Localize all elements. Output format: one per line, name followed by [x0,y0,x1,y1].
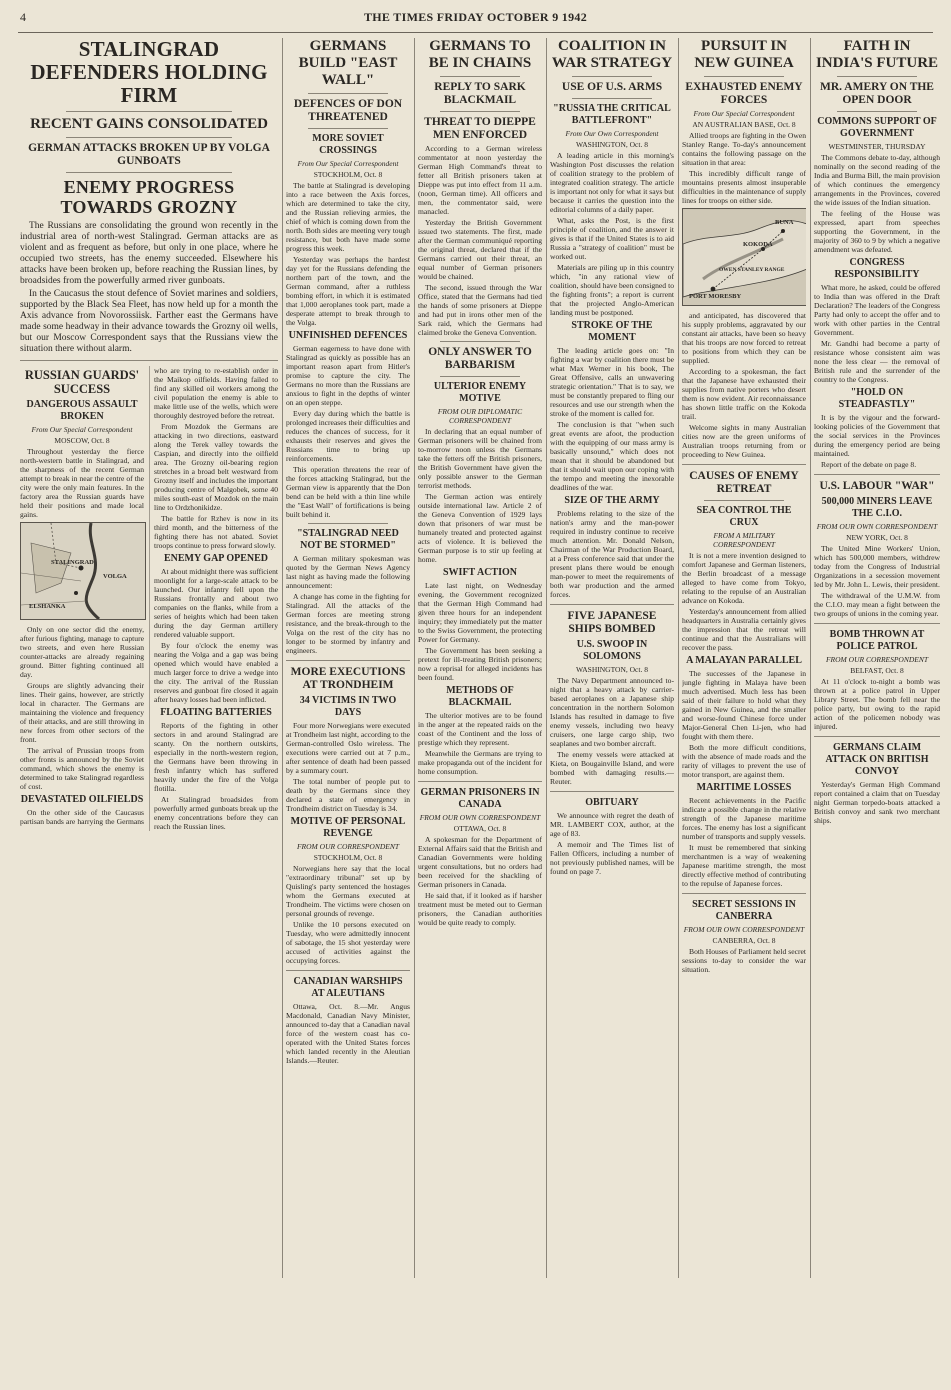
paragraph: Mr. Gandhi had become a party of resistance whose consistent aim was none the less clear — the removal of British rule and the surrender of the country to the Congress. [814,339,940,384]
paragraph: What, asks the Post, is the first principle of coalition, and the answer it gives is that if the United States is to aid Russia a "strategy of coalition" must be worked out. [550,216,674,261]
section-subheadline: FLOATING BATTERIES [160,707,272,718]
article-body [20,447,144,519]
paragraph: It must be remembered that sinking merchantmen is a way of weakening Japanese maritime strength, the most directly effective method of contributing to the repulse of Japanese forces. [682,843,806,888]
separator [418,781,542,782]
paragraph: The feeling of the House was expressed, apart from speeches supporting the Government, in the majority of 360 to 9 by which a negative amendment was defeated. [814,209,940,254]
dateline: STOCKHOLM, Oct. 8 [313,853,383,862]
article-headline: SECRET SESSIONS IN CANBERRA [692,899,796,922]
lead-paragraph: The Russians are consolidating the ground won recently in the industrial area of north-west Stalingrad. German attacks are as violent and as frequent as before, but only in one place, where he occupied two streets, has the enemy succeeded. Elsewhere his attacks have been broken up, before reaching the Russian lines, by broadsides from the powerfully armed river gunboats. [20,221,278,286]
byline: FROM OUR CORRESPONDENT [296,842,400,851]
paragraph: Yesterday's German High Command report contained a claim that on Tuesday night German torpedo-boats attacked a British convoy and sank two merchant ships. [814,780,940,825]
article-subheadline: EXHAUSTED ENEMY FORCES [685,81,803,106]
article-subheadline: USE OF U.S. ARMS [561,81,663,93]
paragraph: Both Houses of Parliament held secret sessions to-day to consider the war situation. [682,947,806,974]
dateline: CANBERRA, Oct. 8 [712,936,776,945]
article-headline: ONLY ANSWER TO BARBARISM [428,346,532,371]
article-body [682,131,806,205]
article-headline: MORE EXECUTIONS AT TRONDHEIM [290,666,406,691]
dateline: OTTAWA, Oct. 8 [453,824,507,833]
separator [704,500,783,501]
paragraph: The arrival of Prussian troops from other fronts is announced by the Soviet command, which shows the enemy is determined to take Stalingrad regardless of cost. [20,746,144,791]
dateline: NEW YORK, Oct. 8 [846,533,908,542]
section-subheadline: UNFINISHED DEFENCES [288,330,408,341]
article-headline: GERMANS TO BE IN CHAINS [428,38,532,71]
article-body [814,283,940,384]
paragraph: The Navy Department announced to-night that a heavy attack by carrier-based aeroplanes on a Japanese ship concentration in the northern Solomon Islands has resulted in damage to five enemy vessels, including two heavy cruisers, one large cargo ship, two seaplanes and two bomber aircraft. [550,676,674,748]
section-subheadline: SEA CONTROL THE CRUX [696,505,792,528]
article-body [286,181,410,327]
article-body [814,413,940,469]
column-rule [546,38,547,1278]
dateline: AN AUSTRALIAN BASE, Oct. 8 [692,120,796,129]
section-subheadline: METHODS OF BLACKMAIL [446,685,514,708]
article-body [682,551,806,652]
byline: From Our Special Correspondent [693,109,795,118]
article-body [682,947,806,974]
new-guinea-map [682,208,806,306]
article-body [814,780,940,825]
byline: FROM OUR OWN CORRESPONDENT [419,813,541,822]
article-body [286,721,410,813]
paragraph: At about midnight there was sufficient moonlight for a large-scale attack to be launched. Our infantry fell upon the Russians frontally and about two companies on the flanks, while from a series of heights which had been taken during the day German artillery rendered valuable support. [154,567,278,639]
paragraph: The leading article goes on: "In fighting a war by coalition there must be what Max Werner in his book, The Great Offensive, calls an unwavering strategic orientation." That is to say, we must be constantly prepared to fling our resources and use our strength when the stroke of the moment is called for. [550,346,674,418]
article-body [550,346,674,492]
article-headline: GERMANS BUILD "EAST WALL" [298,38,398,88]
paragraph: On the other side of the Caucasus partisan bands are harrying the Germans who are trying to re-establish order in the Maikop oilfields. Having failed to find any skilled oil workers among the civil population the enemy is able to make little use of the wells, which were thoroughly destroyed before the retreat. [20,366,278,826]
article-body [550,811,674,876]
section-subheadline: SWIFT ACTION [442,567,517,578]
dateline: WESTMINSTER, THURSDAY [828,142,926,151]
paragraph: At Stalingrad broadsides from powerfully armed gunboats break up the enemy concentrations before they can reach the Russian lines. [154,795,278,831]
paragraph: A change has come in the fighting for Stalingrad. All the attacks of the German forces are meeting strong resistance, and the break-through to the Volga on the rest of the city has no longer to be stormed by infantry and engineers. [286,592,410,655]
article-body [814,153,940,254]
section-subheadline: DEVASTATED OILFIELDS [20,794,144,805]
separator [286,660,410,661]
map-label: BUNA [775,219,794,226]
column-india [814,36,940,1282]
paragraph: Ottawa, Oct. 8.—Mr. Angus Macdonald, Canadian Navy Minister, announced to-day that a Canadian naval force of the western coast has co-operated with the United States forces which landed recently in the Aleutian Islands.—Reuter. [286,1002,410,1065]
separator [308,523,387,524]
column-new-guinea [682,36,806,1282]
article-body [286,864,410,965]
separator [20,360,278,361]
paragraph: This operation threatens the rear of the forces attacking Stalingrad, but the German view is apparently that the Don bend can be held with a thin line while the "East Wall" of fortifications is being built behind it. [286,465,410,519]
dateline: BELFAST, Oct. 8 [850,666,904,675]
masthead-title: THE TIMES FRIDAY OCTOBER 9 1942 [363,10,587,24]
paragraph: The total number of people put to death by the Germans since they declared a state of emergency in Trondheim district on Tuesday is 34. [286,777,410,813]
map-label: STALINGRAD [51,559,94,566]
article-body [286,554,410,655]
section-subheadline: MARITIME LOSSES [696,782,792,793]
lead-deck-grozny: ENEMY PROGRESS TOWARDS GROZNY [60,177,238,217]
section-subheadline: ULTERIOR ENEMY MOTIVE [433,381,527,404]
article-body [20,625,144,791]
section-subheadline: MOTIVE OF PERSONAL REVENGE [290,816,406,839]
section-subheadline: MORE SOVIET CROSSINGS [312,133,384,156]
map-label: ELSHANKA [29,603,66,610]
dateline: MOSCOW, Oct. 8 [54,436,110,445]
map-label: PORT MORESBY [689,293,742,300]
paragraph: Welcome sights in many Australian cities now are the green uniforms of Australian troops returning from or proceeding to New Guinea. [682,423,806,459]
dateline: WASHINGTON, Oct. 8 [576,665,648,674]
separator [550,791,674,792]
paragraph: The battle at Stalingrad is developing into a race between the Axis forces, which are determined to take the city, and the Russian relieving armies, the chief of which is coming down from the north. Both sides are meeting very tough resistance, but both have made some progress this week. [286,181,410,253]
article-subheadline: MR. AMERY ON THE OPEN DOOR [820,81,934,106]
paragraph: The successes of the Japanese in jungle fighting in Malaya have been much advertised. Much less has been said of their failure to hold what they gained in New Guinea, and the smaller and worse-found Chinese force under Major-General Chen Li-jen, who had fought with them there. [682,669,806,741]
paragraph: We announce with regret the death of MR. LAMBERT COX, author, at the age of 83. [550,811,674,838]
separator [814,736,940,737]
section-subheadline: "STALINGRAD NEED NOT BE STORMED" [297,528,399,551]
article-body [418,835,542,927]
paragraph: Yesterday's announcement from allied headquarters in Australia certainly gives the impression that the retreat will continue and that the Australians will recover the pass. [682,607,806,652]
paragraph: It is not a mere invention designed to comfort Japanese and German listeners, the Berlin broadcast of a message alleged to have come from Tokyo, relating to the repulse of an Australian advance on Kokoda. [682,551,806,605]
separator [66,137,231,138]
paragraph: Both the more difficult conditions, with the absence of made roads and the rarity of villages to prevent the use of motor transport, are against them. [682,743,806,779]
paragraph: A spokesman for the Department of External Affairs said that the British and Canadian Governments were holding urgent consultations, but no orders had been received for the shackling of German prisoners in Canada. [418,835,542,889]
paragraph: The battle for Rzhev is now in its third month, and the bitterness of the fighting there has not abated. Soviet troops continue to press forward slowly. [154,514,278,550]
paragraph: Yesterday the British Government issued two statements. The first, made after the German communiqué reporting the original threat, declared that if the Germans carried out their threat, an equal number of German prisoners would be chained. [418,218,542,281]
paragraph: The second, issued through the War Office, stated that the Germans had tied the hands of some prisoners at Dieppe and had put in irons other men of the Sark raid, which the Germans had claimed broke the Geneva Convention. [418,283,542,337]
paragraph: The German action was entirely outside international law. Article 2 of the Geneva Convention of 1929 lays down that prisoners of war must be humanely treated and protected against acts of violence. It is believed the German purpose is to stir up feeling at home. [418,492,542,564]
section-headline: RUSSIAN GUARDS' SUCCESS [24,368,140,396]
map-label: KOKODA [743,241,773,248]
paragraph: What more, he asked, could be offered to India than was offered in the Draft Declaration? The leaders of the Congress Party had only to accept the offer and to work with other parties in the Central Government. [814,283,940,337]
page-number: 4 [20,10,26,24]
paragraph: Only on one sector did the enemy, after furious fighting, manage to capture two streets, and even here Russian counter-attacks are already regaining ground. Bitter fighting continued all day. [20,625,144,679]
byline: From Our Special Correspondent [297,159,399,168]
paragraph: Every day during which the battle is prolonged increases their difficulties and reduces the chances of success, for it exhausts their reserves and gives the Russians time to bring up reinforcements. [286,409,410,463]
lead-headline: STALINGRAD DEFENDERS HOLDING FIRM [30,37,268,107]
article-headline: CAUSES OF ENEMY RETREAT [689,470,799,495]
section-subheadline: U.S. SWOOP IN SOLOMONS [576,639,648,662]
paragraph: In declaring that an equal number of German prisoners will be chained from to-morrow noon unless the Germans take the fetters off the British prisoners, the British Government have given the only possible answer to the German terrorist methods. [418,427,542,490]
column-stalingrad [20,36,278,1282]
separator [66,172,231,173]
article-body [418,144,542,337]
article-body [286,344,410,519]
section-subheadline: CONGRESS RESPONSIBILITY [834,257,920,280]
article-body [682,796,806,888]
paragraph: Allied troops are fighting in the Owen Stanley Range. To-day's announcement contains the following passage on the situation in that area: [682,131,806,167]
separator [572,98,651,99]
column-rule [414,38,415,1278]
article-headline: COALITION IN WAR STRATEGY [551,38,673,71]
separator [440,111,519,112]
separator [704,76,783,77]
paragraph: German eagerness to have done with Stalingrad as quickly as possible has an important reason apart from Hitler's promise to capture the city. The Germans no more than the Russians are anxious to fight in the depths of winter on an open steppe. [286,344,410,407]
paragraph: According to a spokesman, the fact that the Japanese have exhausted their supplies from native porters who desert them is now evident. Air reconnaissance has shown little traffic on the Kokoda trail. [682,367,806,421]
paragraph: Yesterday was perhaps the hardest day yet for the Russians defending the northern part of the town, and the German command, after a ruthless bombing effort, in which it is estimated that 1,000 aeroplanes took part, made a desperate attempt to break through to the Volga. [286,255,410,327]
byline: FROM OUR OWN CORRESPONDENT [816,522,938,531]
section-subheadline: A MALAYAN PARALLEL [686,655,802,666]
article-headline: FAITH IN INDIA'S FUTURE [815,38,939,71]
paragraph: He said that, if it looked as if harsher treatment must be meted out to German prisoners, the Canadian authorities would be quite ready to comply. [418,891,542,927]
paragraph: Throughout yesterday the fierce north-western battle in Stalingrad, and the sharpness of the recent German attempt to break in near the centre of the city were the only main features. In the factory area the Russian guards have held their positions and made local gains. [20,447,144,519]
byline: FROM OUR DIPLOMATIC CORRESPONDENT [437,407,523,425]
map-label: OWEN STANLEY RANGE [719,267,785,273]
separator [814,474,940,475]
article-body [550,509,674,599]
paragraph: The United Mine Workers' Union, which has 500,000 members, withdrew today from the Congress of Industrial Organizations in a secession movement led by Mr. John L. Lewis, their president. [814,544,940,589]
paragraph: By four o'clock the enemy was nearing the Volga and a gap was being opened which would have enabled a much larger force to drive a wedge into the city. The arrival of the Russian reserves and gunboat fire closed it again after heavy losses had been inflicted. [154,641,278,704]
separator [682,893,806,894]
lead-deck: GERMAN ATTACKS BROKEN UP BY VOLGA GUNBOATS [28,142,270,167]
paragraph: A leading article in this morning's Washington Post discusses the relation of coalition strategy to the problem of integrated coalition strategy. The article is important not only for what it says but because it carries the question into the editorial columns of a daily paper. [550,151,674,214]
article-body [418,711,542,776]
article-headline: GERMANS CLAIM ATTACK ON BRITISH CONVOY [825,742,929,777]
article-body [814,544,940,618]
lead-continuation-columns [20,366,278,831]
paragraph: and anticipated, has discovered that his supply problems, aggravated by our constant air attacks, have been so heavy that his troops are now forced to retreat to positions from which they can be supplied. [682,311,806,365]
separator [837,76,918,77]
paragraph: A memoir and The Times list of Fallen Officers, including a number of not previously published names, will be found on page 7. [550,840,674,876]
article-subheadline: REPLY TO SARK BLACKMAIL [434,81,526,106]
paragraph: Recent achievements in the Pacific indicate a possible change in the relative strength of the Japanese maritime forces. The enemy has lost a significant number of transports and supply vessels. [682,796,806,841]
article-headline: CANADIAN WARSHIPS AT ALEUTIANS [293,976,403,999]
paragraph: The Commons debate to-day, although nominally on the second reading of the India and Burma Bill, the main provision of which continues the emergency arrangements in the Provinces, covered the wide issues of the Indian situation. [814,153,940,207]
section-subheadline: SIZE OF THE ARMY [564,495,660,506]
byline: FROM OUR CORRESPONDENT [825,655,929,664]
paragraph: Meanwhile the Germans are trying to make propaganda out of the incident for home consumption. [418,749,542,776]
paragraph: Late last night, on Wednesday evening, the Government recognized that the German High Command had given three hours for an independent inquiry; they immediately put the matter to the Swiss Government, the protecting Power for Germany. [418,581,542,644]
paragraph: The ulterior motives are to be found in the anger at the repeated raids on the coast of the Continent and the loss of prestige which they represent. [418,711,542,747]
section-subheadline: 500,000 MINERS LEAVE THE C.I.O. [821,496,933,519]
article-headline: GERMAN PRISONERS IN CANADA [420,787,540,810]
dateline: WASHINGTON, Oct. 8 [576,140,648,149]
map-label: VOLGA [103,573,127,580]
paragraph: Four more Norwegians were executed at Trondheim last night, according to the German-controlled Oslo wireless. The executions were carried out at 7 p.m., after sentence of death had been passed by a summary court. [286,721,410,775]
separator [814,623,940,624]
separator [308,93,387,94]
article-headline: BOMB THROWN AT POLICE PATROL [829,629,925,652]
separator [440,76,519,77]
paragraph: Materials are piling up in this country which, "in any rational view of coalition, should have been consigned to the fighting fronts"; a report is current that the projected Anglo-American landing must be postponed. [550,263,674,317]
article-headline: OBITUARY [585,797,639,808]
article-body [286,1002,410,1065]
byline: From Our Own Correspondent [565,129,659,138]
separator [286,970,410,971]
paragraph: The enemy vessels were attacked at Kieta, on Bougainville Island, and were bombed with damaging results.—Reuter. [550,750,674,786]
paragraph: This incredibly difficult range of mountains presents almost insuperable difficulties in the maintenance of supply lines for troops on either side. [682,169,806,205]
separator [837,111,918,112]
paragraph: Report of the debate on page 8. [821,460,917,469]
masthead [0,10,951,30]
paragraph: The Government has been seeking a pretext for ill-treating British prisoners; now a reprisal for alleged incidents has been found. [418,646,542,682]
separator [550,604,674,605]
paragraph: It is by the vigour and the forward-looking policies of the Government that the social services in the Provinces during the emergency period are being maintained. [814,413,940,458]
paragraph: The withdrawal of the U.M.W. from the C.I.O. may mean a fight between the two groups of unions in the coming year. [814,591,940,618]
article-body [682,311,806,459]
masthead-rule [18,32,933,33]
section-subheadline: 34 VICTIMS IN TWO DAYS [299,695,397,718]
article-subheadline: THREAT TO DIEPPE MEN ENFORCED [424,116,536,141]
article-headline: FIVE JAPANESE SHIPS BOMBED [567,610,657,635]
dateline: STOCKHOLM, Oct. 8 [313,170,383,179]
column-rule [810,38,811,1278]
paragraph: Problems relating to the size of the nation's army and the man-power required in industry continue to receive much attention. Mr. Donald Nelson, Chairman of the War Production Board, at a Press conference said that under the present plans there would be enough man-power to meet the requirements of both war production and the armed forces. [550,509,674,599]
paragraph: Reports of the fighting in other sectors in and around Stalingrad are scanty. On the northern outskirts, especially in the north-western region, the Germans have been throwing in fresh infantry which has suffered heavily under the fire of the Volga flotilla. [154,721,278,793]
separator [572,76,651,77]
article-subheadline: "RUSSIA THE CRITICAL BATTLEFRONT" [553,103,671,126]
paragraph: According to a German wireless commentator at noon yesterday the German High Command's threat to fetter all British prisoners taken at Dieppe was put into effect from 11 a.m. (noon, German time). All officers and men, the commentator said, were manacled. [418,144,542,216]
byline: FROM A MILITARY CORRESPONDENT [712,531,776,549]
column-rule [282,38,283,1278]
separator [440,341,519,342]
article-body [814,677,940,731]
paragraph: Norwegians here say that the local "extraordinary tribunal" set up by Quisling's party sentenced the hostages whom the Germans executed at Trondheim. The victims were chosen on personal grounds of revenge. [286,864,410,918]
article-body [154,567,278,704]
lead-summary [20,221,278,355]
byline: FROM OUR OWN CORRESPONDENT [683,925,805,934]
paragraph: The conclusion is that "when such great events are afoot, the production with the equipping of our mass army is basically unsound," which does not mean that it should be abandoned but that it should wait upon our coping with the tempo and meeting the inexorable deadlines of the war. [550,420,674,492]
article-body [550,151,674,317]
article-headline: PURSUIT IN NEW GUINEA [694,38,794,71]
paragraph: Groups are slightly advancing their lines. Their gains, however, are strictly local in character. The Germans are maintaining the violence and frequency of their attacks, and are still throwing in new forces from other sectors of the front. [20,681,144,744]
stalingrad-map [20,522,146,620]
article-headline: U.S. LABOUR "WAR" [819,480,935,492]
article-body [418,581,542,682]
section-subheadline: ENEMY GAP OPENED [163,553,269,564]
article-body [154,721,278,831]
paragraph: From Mozdok the Germans are attacking in two directions, eastward along the Terek valley towards the Caspian, and directly into the oilfield area. The Grozny oil-bearing region stretches in a broad belt westward from Grozny itself and includes the important producing centre of Malgobek, some 40 miles south-east of Mozdok on the main line to Ordzhonikidze. [154,422,278,512]
section-subheadline: STROKE OF THE MOMENT [571,320,653,343]
section-subheadline: DANGEROUS ASSAULT BROKEN [26,399,138,422]
article-subheadline: COMMONS SUPPORT OF GOVERNMENT [817,116,937,139]
column-chains [418,36,542,1282]
lead-subheadline: RECENT GAINS CONSOLIDATED [30,116,268,132]
column-east-wall [286,36,410,1282]
separator [308,128,387,129]
separator [682,464,806,465]
article-body [550,676,674,786]
lead-paragraph: In the Caucasus the stout defence of Soviet marines and soldiers, supported by the Black Sea Fleet, has now held up for a month the Axis advance from Novorossiisk. Farther east the Germans have made some headway in their advance towards the Grozny oil wells, but our Moscow Correspondent says that the Russians view the situation there without alarm. [20,289,278,354]
byline: From Our Special Correspondent [31,425,133,434]
separator [66,111,231,112]
article-body [418,427,542,564]
paragraph: A German military spokesman was quoted by the German News Agency last night as having made the following announcement: [286,554,410,590]
column-coalition [550,36,674,1282]
paragraph: At 11 o'clock to-night a bomb was thrown at a police patrol in Upper Library Street. The bomb fell near the police party, but owing to the rapid action of the policemen nobody was injured. [814,677,940,731]
column-rule [678,38,679,1278]
article-body [682,669,806,779]
paragraph: Unlike the 10 persons executed on Tuesday, who were admittedly innocent of sabotage, the 15 shot yesterday were accused of activities against the occupying forces. [286,920,410,965]
separator [440,376,519,377]
section-subheadline: "HOLD ON STEADFASTLY" [838,387,916,410]
article-subheadline: DEFENCES OF DON THREATENED [293,98,403,123]
